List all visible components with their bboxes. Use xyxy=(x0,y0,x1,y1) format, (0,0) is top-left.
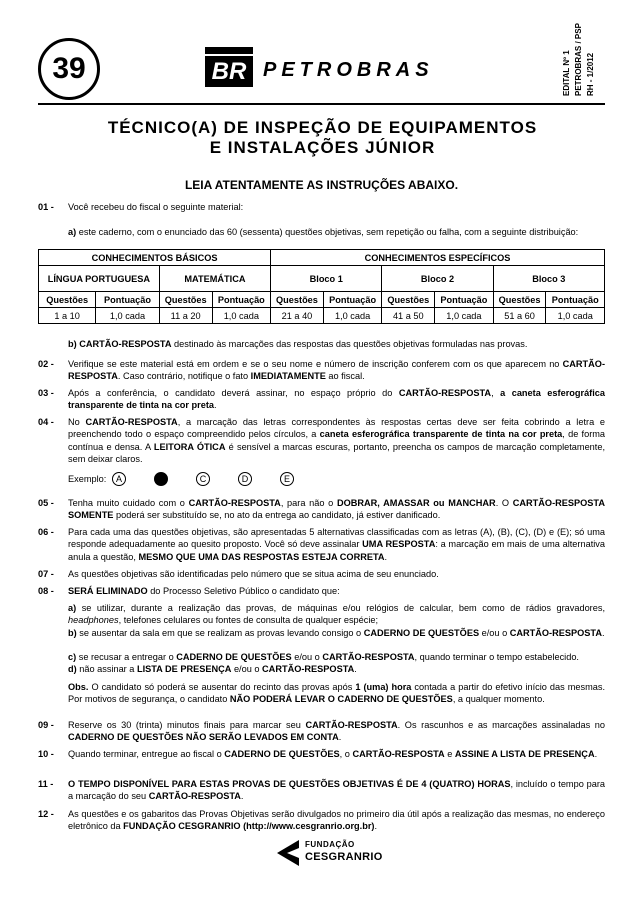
instruction-08d: d) não assinar a LISTA DE PRESENÇA e/ou o CARTÃO-RESPOSTA. xyxy=(68,664,357,674)
cesgranrio-logo: FUNDAÇÃO CESGRANRIO xyxy=(275,838,385,868)
instruction-08b: b) se ausentar da sala em que se realizam as provas levando consigo o CADERNO DE QUESTÕES e/ou o CARTÃO-RESPOSTA. xyxy=(68,628,605,638)
instruction-08: 08 - SERÁ ELIMINADO do Processo Seletivo Público o candidato que: xyxy=(38,586,340,596)
instruction-08a: a) se utilizar, durante a realização das provas, de máquinas e/ou relógios de calcular, bem como de rádios gravadores, headphones, telefones celulares ou fontes de consulta de qualquer espécie; xyxy=(68,603,605,626)
instructions-heading: LEIA ATENTAMENTE AS INSTRUÇÕES ABAIXO. xyxy=(184,178,459,192)
group-bloco2: Bloco 2 xyxy=(382,266,493,292)
group-matematica: MATEMÁTICA xyxy=(159,266,270,292)
edital-info xyxy=(560,22,610,96)
answer-example xyxy=(112,472,294,486)
instruction-01a: a) este caderno, com o enunciado das 60 (sessenta) questões objetivas, sem repetição ou falha, com a seguinte distribuição: xyxy=(68,227,579,237)
table-row: 1 a 10 1,0 cada 11 a 20 1,0 cada 21 a 40 1,0 cada 41 a 50 1,0 cada 51 a 60 1,0 cada xyxy=(39,308,605,324)
table-header-basic: CONHECIMENTOS BÁSICOS xyxy=(39,250,271,266)
instruction-10: 10 - Quando terminar, entregue ao fiscal o CADERNO DE QUESTÕES, o CARTÃO-RESPOSTA e ASSINE A LISTA DE PRESENÇA. xyxy=(38,749,598,759)
question-distribution-table: CONHECIMENTOS BÁSICOS CONHECIMENTOS ESPECÍFICOS LÍNGUA PORTUGUESA MATEMÁTICA Bloco 1 Bloco 2 Bloco 3 Questões Pontuação Questões Pontuação Questões Pontuação Questões Pontuação Questões Pontuação 1 a 10 1,0 cada 11 a 20 1,0 cada 21 a 40 1,0 cada 41 a 50 1,0 cada 51 a 60 1,0 cada xyxy=(38,249,605,324)
instruction-01b: b) CARTÃO-RESPOSTA destinado às marcações das respostas das questões objetivas formuladas nas provas. xyxy=(68,339,528,349)
instruction-07: 07 - As questões objetivas são identificadas pelo número que se situa acima de seu enunciado. xyxy=(38,569,439,579)
instruction-06: 06 - Para cada uma das questões objetivas, são apresentadas 5 alternativas classificadas com as letras (A), (B), (C), (D) e (E); só uma responde adequadamente ao quesito proposto. Você só deve assinalar UMA RESPOSTA: a marcação em mais de uma alternativa anula a questão, MESMO QUE UMA DAS RESPOSTAS ESTEJA CORRETA. xyxy=(38,527,605,562)
instruction-11: 11 - O TEMPO DISPONÍVEL PARA ESTAS PROVAS DE QUESTÕES OBJETIVAS É DE 4 (QUATRO) HORAS, incluído o tempo para a marcação do seu CARTÃO-RESPOSTA. xyxy=(38,779,606,802)
cesgranrio-mark-icon xyxy=(275,838,301,868)
br-logo-mark: BR xyxy=(205,47,253,87)
page-title: TÉCNICO(A) DE INSPEÇÃO DE EQUIPAMENTOS E INSTALAÇÕES JÚNIOR xyxy=(107,118,538,157)
example-label: Exemplo: xyxy=(68,474,107,484)
instruction-03: 03 - Após a conferência, o candidato deverá assinar, no espaço próprio do CARTÃO-RESPOSTA, a caneta esferográfica transparente de tinta na cor preta. xyxy=(38,388,606,411)
bubble-c: C xyxy=(196,472,210,486)
bubble-b-filled xyxy=(154,472,168,486)
instruction-02: 02 - Verifique se este material está em ordem e se o seu nome e número de inscrição conferem com os que aparecem no CARTÃO-RESPOSTA. Caso contrário, notifique o fato IMEDIATAMENTE ao fiscal. xyxy=(38,359,605,382)
table-header-specific: CONHECIMENTOS ESPECÍFICOS xyxy=(271,250,605,266)
instruction-12: 12 - As questões e os gabaritos das Provas Objetivas serão divulgados no primeiro dia útil após a realização das mesmas, no endereço eletrônico da FUNDAÇÃO CESGRANRIO (http://www.cesgranrio.org.br). xyxy=(38,809,605,832)
booklet-number-badge xyxy=(38,38,100,100)
instruction-05: 05 - Tenha muito cuidado com o CARTÃO-RESPOSTA, para não o DOBRAR, AMASSAR ou MANCHAR. O CARTÃO-RESPOSTA SOMENTE poderá ser substituído se, no ato da entrega ao candidato, já estiver danificado. xyxy=(38,498,605,521)
bubble-e: E xyxy=(280,472,294,486)
observation: Obs. O candidato só poderá se ausentar do recinto das provas após 1 (uma) hora contada a partir do efetivo início das mesmas. Por motivos de segurança, o candidato NÃO PODERÁ LEVAR O CADERNO DE QUESTÕES, a qualquer momento. xyxy=(68,682,605,705)
group-portugues: LÍNGUA PORTUGUESA xyxy=(39,266,160,292)
logo-wordmark: PETROBRAS xyxy=(263,59,434,81)
bubble-a: A xyxy=(112,472,126,486)
petrobras-logo xyxy=(205,47,445,87)
header-divider xyxy=(38,103,605,105)
edital-line: PETROBRAS / PSP xyxy=(574,23,583,96)
instruction-04: 04 - No CARTÃO-RESPOSTA, a marcação das letras correspondentes às respostas certas deve ser feita cobrindo a letra e preenchendo todo o espaço compreendido pelos círculos, a caneta esferográfica transparente de tinta na cor preta, de forma contínua e densa. A LEITORA ÓTICA é sensível a marcas escuras, portanto, preencha os campos de marcação completamente, sem deixar claros. xyxy=(38,417,606,465)
booklet-number: 39 xyxy=(52,52,86,85)
edital-line: EDITAL Nº 1 xyxy=(562,50,571,96)
instruction-09: 09 - Reserve os 30 (trinta) minutos finais para marcar seu CARTÃO-RESPOSTA. Os rascunhos e as marcações assinaladas no CADERNO DE QUESTÕES NÃO SERÃO LEVADOS EM CONTA. xyxy=(38,720,605,743)
instruction-08c: c) se recusar a entregar o CADERNO DE QUESTÕES e/ou o CARTÃO-RESPOSTA, quando terminar o tempo estabelecido. xyxy=(68,652,579,662)
edital-line: RH - 1/2012 xyxy=(586,52,595,96)
group-bloco3: Bloco 3 xyxy=(493,266,604,292)
instruction-01: 01 - Você recebeu do fiscal o seguinte material: xyxy=(38,202,244,212)
bubble-d: D xyxy=(238,472,252,486)
group-bloco1: Bloco 1 xyxy=(271,266,382,292)
